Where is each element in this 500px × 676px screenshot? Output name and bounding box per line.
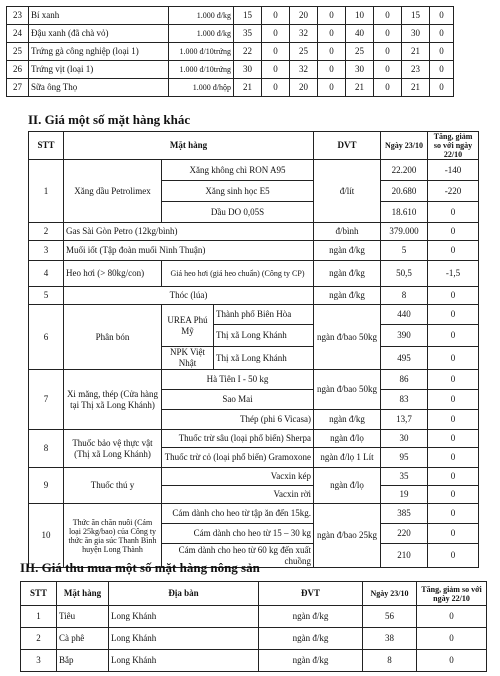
- header-area: Địa bàn: [109, 582, 259, 606]
- item-group: Phân bón: [64, 305, 162, 370]
- sub-group: UREA Phú Mỹ: [162, 305, 214, 347]
- stt-cell: 23: [7, 7, 29, 25]
- unit-cell: 1.000 đ/kg: [169, 7, 234, 25]
- header-stt: STT: [29, 132, 64, 160]
- price-cell: 20.680: [381, 181, 428, 202]
- stt-cell: 25: [7, 43, 29, 61]
- header-day: Ngày 23/10: [381, 132, 428, 160]
- unit-cell: ngàn đ/kg: [314, 410, 381, 430]
- change-cell: 0: [428, 370, 479, 390]
- value-cell: 0: [318, 7, 346, 25]
- value-cell: 30: [346, 61, 374, 79]
- unit-cell: ngàn đ/lọ: [314, 430, 381, 448]
- price-cell: 50,5: [381, 261, 428, 287]
- unit-cell: đ/lít: [314, 160, 381, 223]
- price-cell: 220: [381, 524, 428, 544]
- unit-cell: 1.000 đ/10trứng: [169, 61, 234, 79]
- value-cell: 0: [374, 25, 402, 43]
- value-cell: 20: [290, 79, 318, 97]
- stt-cell: 8: [29, 430, 64, 468]
- header-unit: DVT: [314, 132, 381, 160]
- item-cell: Heo hơi (> 80kg/con): [64, 261, 162, 287]
- unit-cell: ngàn đ/kg: [314, 261, 381, 287]
- price-cell: 385: [381, 504, 428, 524]
- header-stt: STT: [21, 582, 57, 606]
- sub-item: Cám dành cho heo từ tập ăn đến 15kg.: [162, 504, 314, 524]
- price-cell: 19: [381, 486, 428, 504]
- value-cell: 0: [262, 61, 290, 79]
- value-cell: 20: [290, 7, 318, 25]
- value-cell: 40: [346, 25, 374, 43]
- change-cell: 0: [417, 628, 487, 650]
- value-cell: 0: [318, 61, 346, 79]
- unit-cell: ngàn đ/bao 50kg: [314, 370, 381, 410]
- sub-item: Cám dành cho heo từ 15 – 30 kg: [162, 524, 314, 544]
- value-cell: 0: [262, 25, 290, 43]
- sub-item: Dầu DO 0,05S: [162, 202, 314, 223]
- item-cell: Thóc (lúa): [64, 287, 314, 305]
- price-cell: 390: [381, 325, 428, 347]
- value-cell: 0: [430, 61, 454, 79]
- change-cell: 0: [428, 448, 479, 468]
- price-cell: 8: [363, 650, 417, 672]
- value-cell: 0: [262, 7, 290, 25]
- sub-item: Thị xã Long Khánh: [214, 347, 314, 370]
- change-cell: 0: [428, 325, 479, 347]
- stt-cell: 27: [7, 79, 29, 97]
- stt-cell: 1: [21, 606, 57, 628]
- sub-item: Vacxin kép: [162, 468, 314, 486]
- value-cell: 0: [374, 7, 402, 25]
- value-cell: 0: [318, 79, 346, 97]
- sub-item: Hà Tiên I - 50 kg: [162, 370, 314, 390]
- sub-item: Thuốc trừ cỏ (loại phổ biến) Gramoxone: [162, 448, 314, 468]
- item-group: Thức ăn chăn nuôi (Cám loại 25kg/bao) của Công ty thức ăn gia súc Thanh Bình huyện Long Thành: [64, 504, 162, 568]
- unit-cell: ngàn đ/kg: [259, 650, 363, 672]
- value-cell: 30: [234, 61, 262, 79]
- sub-item: Sao Mai: [162, 390, 314, 410]
- item-group: Thuốc bảo vệ thực vật (Thị xã Long Khánh): [64, 430, 162, 468]
- value-cell: 21: [234, 79, 262, 97]
- table-row: [21, 650, 487, 672]
- price-cell: 56: [363, 606, 417, 628]
- item-group: Thuốc thú y: [64, 468, 162, 504]
- price-cell: 5: [381, 241, 428, 261]
- value-cell: 32: [290, 25, 318, 43]
- unit-cell: đ/bình: [314, 223, 381, 241]
- value-cell: 25: [346, 43, 374, 61]
- change-cell: 0: [428, 241, 479, 261]
- value-cell: 0: [430, 7, 454, 25]
- price-cell: 35: [381, 468, 428, 486]
- value-cell: 0: [430, 43, 454, 61]
- value-cell: 23: [402, 61, 430, 79]
- value-cell: 22: [234, 43, 262, 61]
- change-cell: 0: [428, 287, 479, 305]
- value-cell: 0: [318, 25, 346, 43]
- change-cell: 0: [428, 486, 479, 504]
- value-cell: 0: [374, 61, 402, 79]
- change-cell: 0: [417, 606, 487, 628]
- item-cell: Sữa ông Thọ: [29, 79, 169, 97]
- price-cell: 379.000: [381, 223, 428, 241]
- price-cell: 210: [381, 544, 428, 568]
- change-cell: 0: [428, 430, 479, 448]
- header-item: Mặt hàng: [64, 132, 314, 160]
- change-cell: 0: [417, 650, 487, 672]
- table-row: [7, 25, 454, 43]
- unit-cell: ngàn đ/bao 50kg: [314, 305, 381, 370]
- item-cell: Trứng gà công nghiệp (loại 1): [29, 43, 169, 61]
- change-cell: -1,5: [428, 261, 479, 287]
- item-cell: Gas Sài Gòn Petro (12kg/bình): [64, 223, 314, 241]
- unit-cell: ngàn đ/kg: [259, 606, 363, 628]
- table-row: [21, 628, 487, 650]
- item-cell: Trứng vịt (loại 1): [29, 61, 169, 79]
- name-cell: Bắp: [57, 650, 109, 672]
- unit-cell: ngàn đ/kg: [259, 628, 363, 650]
- sub-item: Thuốc trừ sâu (loại phổ biến) Sherpa: [162, 430, 314, 448]
- change-cell: 0: [428, 223, 479, 241]
- unit-cell: ngàn đ/lọ: [314, 468, 381, 504]
- sub-group: NPK Việt Nhật: [162, 347, 214, 370]
- price-cell: 440: [381, 305, 428, 325]
- stt-cell: 2: [29, 223, 64, 241]
- header-unit: ĐVT: [259, 582, 363, 606]
- item-cell: Muối iốt (Tập đoàn muối Ninh Thuận): [64, 241, 314, 261]
- stt-cell: 3: [29, 241, 64, 261]
- sub-item: Thép (phi 6 Vicasa): [162, 410, 314, 430]
- table-row: [21, 606, 487, 628]
- value-cell: 35: [234, 25, 262, 43]
- stt-cell: 6: [29, 305, 64, 370]
- value-cell: 30: [402, 25, 430, 43]
- unit-cell: ngàn đ/kg: [314, 287, 381, 305]
- price-cell: 495: [381, 347, 428, 370]
- price-cell: 18.610: [381, 202, 428, 223]
- table-row: [7, 7, 454, 25]
- value-cell: 10: [346, 7, 374, 25]
- value-cell: 21: [402, 43, 430, 61]
- table-agri-purchase: [20, 581, 487, 672]
- stt-cell: 5: [29, 287, 64, 305]
- unit-cell: ngàn đ/kg: [314, 241, 381, 261]
- header-change: Tăng, giảm so với ngày 22/10: [428, 132, 479, 160]
- change-cell: -220: [428, 181, 479, 202]
- price-cell: 86: [381, 370, 428, 390]
- price-cell: 13,7: [381, 410, 428, 430]
- sub-item: Vacxin rời: [162, 486, 314, 504]
- change-cell: 0: [428, 524, 479, 544]
- value-cell: 0: [374, 43, 402, 61]
- change-cell: 0: [428, 202, 479, 223]
- value-cell: 32: [290, 61, 318, 79]
- table-other-goods: [28, 131, 479, 568]
- name-cell: Tiêu: [57, 606, 109, 628]
- section-3-title: III. Giá thu mua một số mặt hàng nông sản: [20, 560, 260, 575]
- sub-item: Cám dành cho heo từ 60 kg đến xuất chuồng: [162, 544, 314, 568]
- stt-cell: 24: [7, 25, 29, 43]
- area-cell: Long Khánh: [109, 650, 259, 672]
- stt-cell: 3: [21, 650, 57, 672]
- price-cell: 30: [381, 430, 428, 448]
- value-cell: 0: [430, 25, 454, 43]
- value-cell: 0: [318, 43, 346, 61]
- value-cell: 25: [290, 43, 318, 61]
- stt-cell: 9: [29, 468, 64, 504]
- name-cell: Cà phê: [57, 628, 109, 650]
- item-group: Xi măng, thép (Cửa hàng tại Thị xã Long Khánh): [64, 370, 162, 430]
- price-cell: 83: [381, 390, 428, 410]
- area-cell: Long Khánh: [109, 606, 259, 628]
- unit-cell: 1.000 đ/10trứng: [169, 43, 234, 61]
- table-row: [7, 79, 454, 97]
- sub-item: Xăng không chì RON A95: [162, 160, 314, 181]
- unit-cell: ngàn đ/bao 25kg: [314, 504, 381, 568]
- stt-cell: 10: [29, 504, 64, 568]
- change-cell: 0: [428, 504, 479, 524]
- value-cell: 0: [430, 79, 454, 97]
- unit-cell: ngàn đ/lọ 1 Lít: [314, 448, 381, 468]
- stt-cell: 7: [29, 370, 64, 430]
- price-cell: 22.200: [381, 160, 428, 181]
- price-cell: 95: [381, 448, 428, 468]
- area-cell: Long Khánh: [109, 628, 259, 650]
- change-cell: 0: [428, 347, 479, 370]
- stt-cell: 4: [29, 261, 64, 287]
- unit-cell: 1.000 đ/kg: [169, 25, 234, 43]
- value-cell: 15: [402, 7, 430, 25]
- value-cell: 0: [262, 43, 290, 61]
- item-cell: Đậu xanh (đã chà vỏ): [29, 25, 169, 43]
- price-cell: 38: [363, 628, 417, 650]
- change-cell: 0: [428, 305, 479, 325]
- stt-cell: 1: [29, 160, 64, 223]
- sub-item: Thị xã Long Khánh: [214, 325, 314, 347]
- unit-cell: 1.000 đ/hộp: [169, 79, 234, 97]
- sub-item: Xăng sinh học E5: [162, 181, 314, 202]
- sub-item: Thành phố Biên Hòa: [214, 305, 314, 325]
- section-2-title: II. Giá một số mặt hàng khác: [28, 112, 191, 127]
- price-cell: 8: [381, 287, 428, 305]
- value-cell: 21: [346, 79, 374, 97]
- change-cell: 0: [428, 468, 479, 486]
- item-group: Xăng dầu Petrolimex: [64, 160, 162, 223]
- table-row: [7, 61, 454, 79]
- change-cell: 0: [428, 544, 479, 568]
- stt-cell: 2: [21, 628, 57, 650]
- table-vegetables-eggs: [6, 6, 454, 97]
- header-day: Ngày 23/10: [363, 582, 417, 606]
- stt-cell: 26: [7, 61, 29, 79]
- sub-item: Giá heo hơi (giá heo chuẩn) (Công ty CP): [162, 261, 314, 287]
- value-cell: 15: [234, 7, 262, 25]
- value-cell: 0: [374, 79, 402, 97]
- change-cell: -140: [428, 160, 479, 181]
- value-cell: 21: [402, 79, 430, 97]
- change-cell: 0: [428, 410, 479, 430]
- table-row: [7, 43, 454, 61]
- item-cell: Bí xanh: [29, 7, 169, 25]
- value-cell: 0: [262, 79, 290, 97]
- header-change: Tăng, giảm so với ngày 22/10: [417, 582, 487, 606]
- header-item: Mặt hàng: [57, 582, 109, 606]
- change-cell: 0: [428, 390, 479, 410]
